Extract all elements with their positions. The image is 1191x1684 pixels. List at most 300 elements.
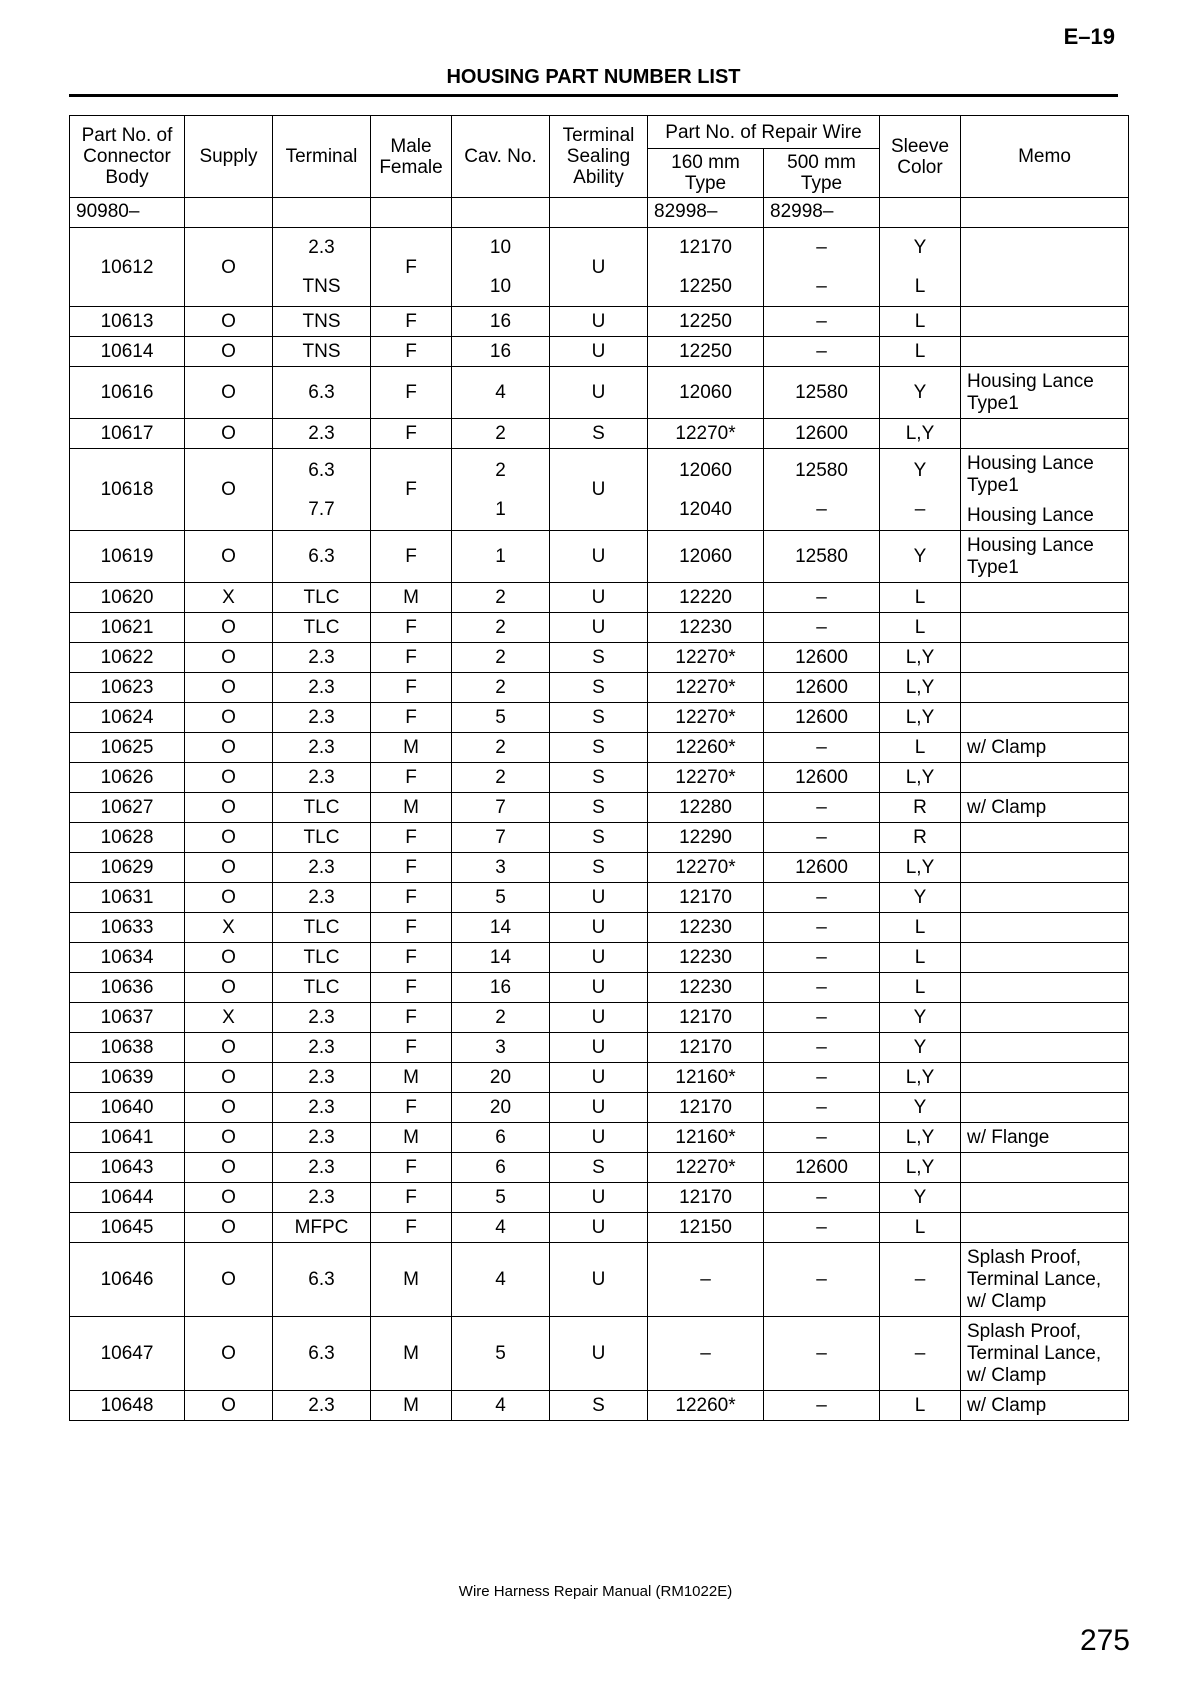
header-memo: Memo [961, 116, 1129, 198]
sealing-value: U [591, 1097, 606, 1118]
part-no-value: 10645 [100, 1217, 154, 1238]
sleeve-color-value: Y [913, 1037, 927, 1058]
sealing-cell [550, 763, 648, 793]
sealing-value: U [591, 887, 606, 908]
supply-cell [185, 1243, 273, 1317]
cav-no-cell [452, 1153, 550, 1183]
sleeve-color-cell [880, 823, 961, 853]
rw-160-cell [648, 853, 764, 883]
cav-no-value: 2 [495, 423, 506, 444]
rw-500-value: 12600 [795, 767, 848, 788]
terminal-cell [273, 733, 371, 763]
supply-cell [185, 337, 273, 367]
sleeve-color-value: L,Y [905, 707, 935, 728]
rw-160-cell [648, 583, 764, 613]
supply-value: O [221, 977, 236, 998]
male-female-cell [371, 883, 452, 913]
supply-value: O [221, 947, 236, 968]
male-female-cell [371, 1123, 452, 1153]
rw-500-cell [764, 1093, 880, 1123]
sleeve-color-cell [880, 913, 961, 943]
male-female-value: M [403, 1269, 419, 1290]
sleeve-color-cell [880, 337, 961, 367]
rw-500-cell [764, 943, 880, 973]
memo-cell [961, 973, 1129, 1003]
memo-cell [961, 1183, 1129, 1213]
terminal-value: 6.3 [308, 1343, 335, 1364]
cav-no-value: 20 [489, 1067, 512, 1088]
cav-no-cell [452, 643, 550, 673]
male-female-cell [371, 228, 452, 307]
terminal-cell [273, 583, 371, 613]
header-rw-500-line: 500 mm [787, 152, 856, 173]
male-female-value: F [405, 1097, 417, 1118]
part-no-value: 10627 [100, 797, 154, 818]
sleeve-color-cell [880, 943, 961, 973]
supply-cell [185, 643, 273, 673]
supply-cell [185, 1003, 273, 1033]
terminal-value: 2.3 [308, 737, 335, 758]
memo-text: Housing Lance [967, 535, 1094, 556]
sealing-value: S [592, 857, 605, 878]
part-no-value: 10647 [100, 1343, 154, 1364]
rw-500-value: 12600 [795, 1157, 848, 1178]
rw-500-value: – [816, 737, 827, 758]
part-no-cell [70, 367, 185, 419]
cav-no-value: 2 [495, 617, 506, 638]
supply-cell [185, 1391, 273, 1421]
rw-500-value: – [816, 498, 827, 520]
male-female-value: F [405, 617, 417, 638]
sealing-cell [550, 1003, 648, 1033]
memo-cell [961, 583, 1129, 613]
memo-cell [961, 1033, 1129, 1063]
supply-cell [185, 367, 273, 419]
rw500-prefix-cell [764, 198, 880, 228]
part-no-value: 10643 [100, 1157, 154, 1178]
terminal-value: 7.7 [308, 498, 335, 520]
part-no-value: 10634 [100, 947, 154, 968]
terminal-cell [273, 673, 371, 703]
rw-160-cell [648, 763, 764, 793]
table-row [70, 883, 1129, 913]
sleeve-color-cell [880, 1243, 961, 1317]
memo-cell [961, 367, 1129, 419]
supply-value: X [222, 1007, 235, 1028]
cav-no-cell [452, 337, 550, 367]
rw-160-cell [648, 367, 764, 419]
terminal-cell [273, 763, 371, 793]
rw-500-cell [764, 1391, 880, 1421]
header-part-no-line: Part No. of [81, 125, 173, 146]
sealing-value: S [592, 827, 605, 848]
sleeve-color-cell [880, 1183, 961, 1213]
table-row [70, 1063, 1129, 1093]
rw-500-value: – [816, 1395, 827, 1416]
sealing-cell [550, 1123, 648, 1153]
male-female-value: F [405, 857, 417, 878]
part-no-cell [70, 449, 185, 531]
sealing-cell [550, 853, 648, 883]
sealing-value: S [592, 677, 605, 698]
male-female-cell [371, 1243, 452, 1317]
sleeve-color-value: L [914, 341, 926, 362]
rw-160-cell [648, 1183, 764, 1213]
cav-no-value: 4 [495, 1217, 506, 1238]
male-female-cell [371, 449, 452, 531]
rw500-prefix: 82998– [770, 201, 834, 222]
part-no-cell [70, 733, 185, 763]
sleeve-color-value: Y [913, 1007, 927, 1028]
header-sleeve-color-line: Sleeve [890, 135, 950, 157]
memo-text: w/ Clamp [967, 1395, 1047, 1416]
rw-500-value: – [816, 797, 827, 818]
sealing-cell [550, 973, 648, 1003]
terminal-cell [273, 643, 371, 673]
sleeve-color-value: R [913, 827, 927, 848]
part-no-value: 10638 [100, 1037, 154, 1058]
cav-no-value: 1 [495, 498, 506, 520]
cav-no-value: 3 [495, 857, 506, 878]
memo-text: Type1 [967, 557, 1019, 578]
part-no-cell [70, 1183, 185, 1213]
cav-no-cell [452, 913, 550, 943]
memo-cell [961, 1153, 1129, 1183]
sealing-value: U [591, 617, 606, 638]
sleeve-color-value: Y [913, 382, 927, 403]
part-no-value: 10612 [100, 256, 154, 278]
sealing-value: S [592, 707, 605, 728]
title-rule [69, 94, 1118, 97]
rw-160-cell [648, 703, 764, 733]
rw-500-value: 12600 [795, 647, 848, 668]
sealing-cell [550, 307, 648, 337]
sealing-cell [550, 1063, 648, 1093]
supply-cell [185, 228, 273, 307]
rw-500-cell [764, 1183, 880, 1213]
male-female-value: F [405, 1037, 417, 1058]
cav-no-value: 3 [495, 1037, 506, 1058]
header-cav-no: Cav. No. [452, 116, 550, 198]
rw-500-cell [764, 228, 880, 307]
male-female-value: F [405, 341, 417, 362]
cav-no-cell [452, 973, 550, 1003]
sleeve-color-cell [880, 673, 961, 703]
rw-160-value: 12250 [679, 311, 732, 332]
sealing-value: U [591, 1269, 606, 1290]
table-row [70, 583, 1129, 613]
table-row [70, 1153, 1129, 1183]
rw-500-cell [764, 419, 880, 449]
supply-value: O [221, 1187, 236, 1208]
supply-value: O [221, 1343, 236, 1364]
part-no-value: 10622 [100, 647, 154, 668]
sealing-value: U [591, 1187, 606, 1208]
sleeve-color-value: L [914, 617, 926, 638]
sealing-cell [550, 1243, 648, 1317]
supply-cell [185, 419, 273, 449]
supply-value: X [222, 587, 235, 608]
sleeve-color-value: L [914, 1395, 926, 1416]
sleeve-color-cell [880, 643, 961, 673]
cav-no-cell [452, 531, 550, 583]
sleeve-color-cell [880, 613, 961, 643]
male-female-value: F [405, 479, 417, 500]
memo-cell [961, 853, 1129, 883]
supply-value: O [221, 546, 236, 567]
sleeve-color-value: Y [913, 1097, 927, 1118]
sealing-value: S [592, 797, 605, 818]
table-row [70, 228, 1129, 307]
cav-no-value: 14 [489, 917, 512, 938]
rw-160-cell [648, 531, 764, 583]
rw-500-cell [764, 613, 880, 643]
male-female-cell [371, 913, 452, 943]
male-female-cell [371, 531, 452, 583]
rw-500-cell [764, 823, 880, 853]
rw-500-value: – [816, 887, 827, 908]
male-female-cell [371, 1033, 452, 1063]
prefix-empty-cell [185, 198, 273, 228]
rw-160-cell [648, 1033, 764, 1063]
sleeve-color-value: L [914, 737, 926, 758]
male-female-value: F [405, 887, 417, 908]
male-female-value: F [405, 311, 417, 332]
sleeve-color-value: L,Y [905, 1127, 935, 1148]
sleeve-color-cell [880, 1391, 961, 1421]
sleeve-color-value: L,Y [905, 1067, 935, 1088]
memo-cell [961, 883, 1129, 913]
terminal-cell [273, 1063, 371, 1093]
part-no-cell [70, 1317, 185, 1391]
header-sealing-line: Terminal [562, 125, 635, 146]
part-no-cell [70, 1153, 185, 1183]
rw-500-cell [764, 1033, 880, 1063]
rw-160-value: 12270* [675, 677, 736, 698]
memo-cell [961, 449, 1129, 531]
part-no-value: 10629 [100, 857, 154, 878]
rw-500-value: – [816, 1097, 827, 1118]
terminal-cell [273, 793, 371, 823]
male-female-cell [371, 337, 452, 367]
male-female-cell [371, 733, 452, 763]
header-rw-160-line: Type [684, 173, 727, 194]
sleeve-color-cell [880, 1153, 961, 1183]
terminal-value: 6.3 [308, 382, 335, 403]
rw-160-cell [648, 883, 764, 913]
page-title: HOUSING PART NUMBER LIST [446, 66, 741, 88]
memo-text: w/ Clamp [967, 1365, 1047, 1386]
sealing-cell [550, 419, 648, 449]
rw-160-value: 12040 [679, 498, 732, 520]
cav-no-cell [452, 613, 550, 643]
rw-160-cell [648, 613, 764, 643]
sealing-cell [550, 1183, 648, 1213]
male-female-value: F [405, 767, 417, 788]
sealing-value: U [591, 1343, 606, 1364]
cav-no-value: 5 [495, 1187, 506, 1208]
cav-no-cell [452, 307, 550, 337]
rw-500-value: – [816, 1217, 827, 1238]
terminal-cell [273, 1123, 371, 1153]
male-female-cell [371, 763, 452, 793]
sleeve-color-value: L,Y [905, 677, 935, 698]
header-male-female-line: Male [390, 135, 432, 157]
terminal-value: 2.3 [308, 1067, 335, 1088]
prefix-row [70, 198, 1129, 228]
part-no-value: 10633 [100, 917, 154, 938]
terminal-cell [273, 853, 371, 883]
sealing-cell [550, 673, 648, 703]
sealing-cell [550, 913, 648, 943]
sleeve-color-value: L,Y [905, 1157, 935, 1178]
supply-cell [185, 1093, 273, 1123]
part-no-cell [70, 419, 185, 449]
part-no-value: 10640 [100, 1097, 154, 1118]
manual-footer: Wire Harness Repair Manual (RM1022E) [458, 1583, 733, 1600]
table-row [70, 1183, 1129, 1213]
sleeve-color-cell [880, 449, 961, 531]
sealing-value: S [592, 423, 605, 444]
supply-cell [185, 1123, 273, 1153]
header-part-no-line: Body [105, 167, 149, 188]
rw-500-cell [764, 733, 880, 763]
sleeve-color-cell [880, 703, 961, 733]
rw-160-cell [648, 419, 764, 449]
sleeve-color-value: L [914, 1217, 926, 1238]
rw-160-value: 12230 [679, 977, 732, 998]
rw-500-value: – [816, 237, 827, 258]
sealing-value: U [591, 587, 606, 608]
part-no-cell [70, 1213, 185, 1243]
rw-160-value: 12170 [679, 237, 732, 258]
supply-value: O [221, 1395, 236, 1416]
rw-160-cell [648, 1243, 764, 1317]
cav-no-cell [452, 703, 550, 733]
sleeve-color-value: L,Y [905, 857, 935, 878]
terminal-value: TLC [303, 917, 340, 938]
supply-cell [185, 1063, 273, 1093]
part-no-cell [70, 1003, 185, 1033]
supply-value: O [221, 767, 236, 788]
rw-160-value: 12290 [679, 827, 732, 848]
memo-cell [961, 613, 1129, 643]
male-female-cell [371, 1063, 452, 1093]
part-no-value: 10644 [100, 1187, 154, 1208]
rw-160-cell [648, 1391, 764, 1421]
part-no-cell [70, 337, 185, 367]
sleeve-color-value: L [914, 587, 926, 608]
sealing-cell [550, 1391, 648, 1421]
terminal-cell [273, 367, 371, 419]
cav-no-value: 7 [495, 797, 506, 818]
part-no-value: 10618 [100, 479, 154, 500]
header-sleeve-color-line: Color [897, 156, 943, 178]
sleeve-color-cell [880, 1213, 961, 1243]
rw-500-cell [764, 913, 880, 943]
cav-no-cell [452, 367, 550, 419]
sealing-cell [550, 1213, 648, 1243]
supply-cell [185, 583, 273, 613]
part-prefix-cell [70, 198, 185, 228]
male-female-value: F [405, 647, 417, 668]
sleeve-color-cell [880, 763, 961, 793]
cav-no-cell [452, 1183, 550, 1213]
male-female-value: F [405, 1007, 417, 1028]
rw-160-value: 12160* [675, 1067, 736, 1088]
terminal-cell [273, 1033, 371, 1063]
rw160-prefix: 82998– [654, 201, 718, 222]
rw-500-cell [764, 583, 880, 613]
sleeve-color-cell [880, 793, 961, 823]
terminal-cell [273, 337, 371, 367]
sealing-cell [550, 228, 648, 307]
memo-text: Housing Lance [967, 505, 1094, 526]
terminal-cell [273, 419, 371, 449]
sealing-value: S [592, 1157, 605, 1178]
table-row [70, 823, 1129, 853]
sleeve-color-cell [880, 583, 961, 613]
cav-no-cell [452, 1391, 550, 1421]
male-female-cell [371, 943, 452, 973]
part-no-value: 10619 [100, 546, 154, 567]
supply-cell [185, 883, 273, 913]
cav-no-value: 2 [495, 767, 506, 788]
table-row [70, 1003, 1129, 1033]
part-no-cell [70, 1093, 185, 1123]
cav-no-cell [452, 853, 550, 883]
supply-value: O [221, 647, 236, 668]
header-terminal: Terminal [273, 116, 371, 198]
sleeve-color-value: L,Y [905, 647, 935, 668]
supply-value: O [221, 1269, 236, 1290]
sealing-cell [550, 449, 648, 531]
rw-160-value: 12170 [679, 1187, 732, 1208]
housing-part-table [69, 115, 1129, 1421]
terminal-value: 2.3 [308, 423, 335, 444]
sealing-value: U [591, 311, 606, 332]
part-no-cell [70, 1123, 185, 1153]
sleeve-color-cell [880, 367, 961, 419]
sleeve-color-value: Y [913, 546, 927, 567]
terminal-cell [273, 449, 371, 531]
part-no-cell [70, 643, 185, 673]
terminal-cell [273, 703, 371, 733]
sealing-cell [550, 943, 648, 973]
memo-cell [961, 1213, 1129, 1243]
supply-cell [185, 853, 273, 883]
rw-160-value: 12150 [679, 1217, 732, 1238]
male-female-cell [371, 703, 452, 733]
rw-500-cell [764, 367, 880, 419]
part-no-value: 10628 [100, 827, 154, 848]
sealing-value: S [592, 1395, 605, 1416]
rw-160-cell [648, 1317, 764, 1391]
terminal-value: 2.3 [308, 1157, 335, 1178]
memo-cell [961, 228, 1129, 307]
sealing-value: U [591, 256, 606, 278]
cav-no-value: 16 [489, 311, 512, 332]
cav-no-cell [452, 1033, 550, 1063]
part-no-value: 10620 [100, 587, 154, 608]
rw-500-value: – [816, 1187, 827, 1208]
rw-160-cell [648, 823, 764, 853]
male-female-cell [371, 673, 452, 703]
male-female-value: F [405, 256, 417, 278]
part-no-value: 10624 [100, 707, 154, 728]
cav-no-cell [452, 449, 550, 531]
sleeve-color-cell [880, 307, 961, 337]
